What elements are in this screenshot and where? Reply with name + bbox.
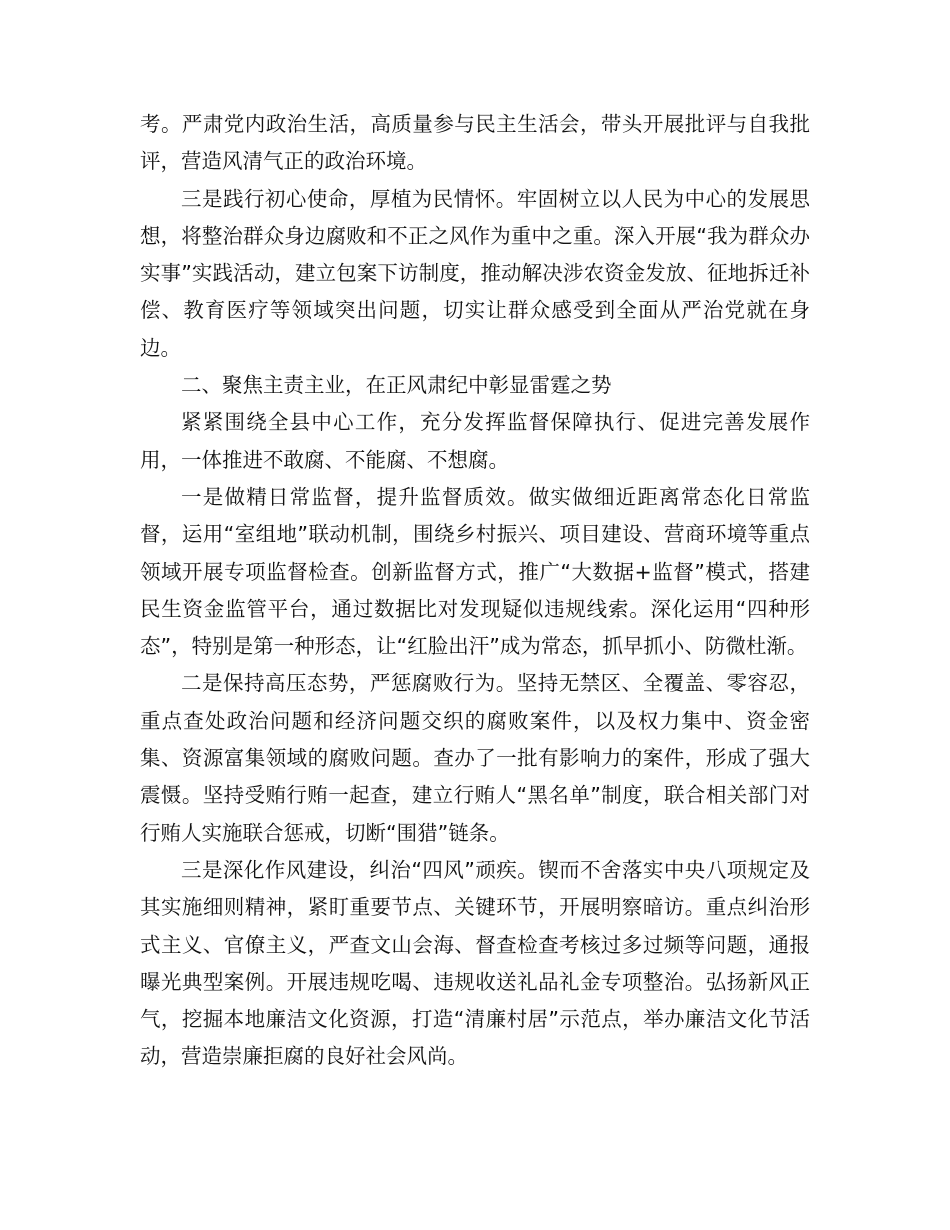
paragraph-work-style: 三是深化作风建设，纠治“四风”顽疾。锲而不舍落实中央八项规定及其实施细则精神，紧盯重要节点、关键环节，开展明察暗访。重点纠治形式主义、官僚主义，严查文山会海、督查检查考核过多过频等问题，通报曝光典型案例。开展违规吃喝、违规收送礼品礼金专项整治。弘扬新风正气，挖掘本地廉洁文化资源，打造“清廉村居”示范点，举办廉洁文化节活动，营造崇廉拒腐的良好社会风尚。 bbox=[140, 857, 810, 1069]
document-body bbox=[140, 106, 810, 1076]
paragraph-continued: 考。严肃党内政治生活，高质量参与民主生活会，带头开展批评与自我批评，营造风清气正的政治环境。 bbox=[140, 112, 810, 174]
paragraph-section-intro: 紧紧围绕全县中心工作，充分发挥监督保障执行、促进完善发展作用，一体推进不敢腐、不能腐、不想腐。 bbox=[140, 410, 810, 472]
paragraph-daily-supervision: 一是做精日常监督，提升监督质效。做实做细近距离常态化日常监督，运用“室组地”联动机制，围绕乡村振兴、项目建设、营商环境等重点领域开展专项监督检查。创新监督方式，推广“大数据+监督”模式，搭建民生资金监管平台，通过数据比对发现疑似违规线索。深化运用“四种形态”，特别是第一种形态，让“红脸出汗”成为常态，抓早抓小、防微杜渐。 bbox=[140, 484, 810, 659]
section-heading: 二、聚焦主责主业，在正风肃纪中彰显雷霆之势 bbox=[181, 373, 612, 398]
paragraph-people-centered: 三是践行初心使命，厚植为民情怀。牢固树立以人民为中心的发展思想，将整治群众身边腐败和不正之风作为重中之重。深入开展“我为群众办实事”实践活动，建立包案下访制度，推动解决涉农资金发放、征地拆迁补偿、教育医疗等领域突出问题，切实让群众感受到全面从严治党就在身边。 bbox=[140, 186, 810, 360]
paragraph-anti-corruption: 二是保持高压态势，严惩腐败行为。坚持无禁区、全覆盖、零容忍，重点查处政治问题和经济问题交织的腐败案件，以及权力集中、资金密集、资源富集领域的腐败问题。查办了一批有影响力的案件，形成了强大震慑。坚持受贿行贿一起查，建立行贿人“黑名单”制度，联合相关部门对行贿人实施联合惩戒，切断“围猎”链条。 bbox=[140, 671, 810, 845]
